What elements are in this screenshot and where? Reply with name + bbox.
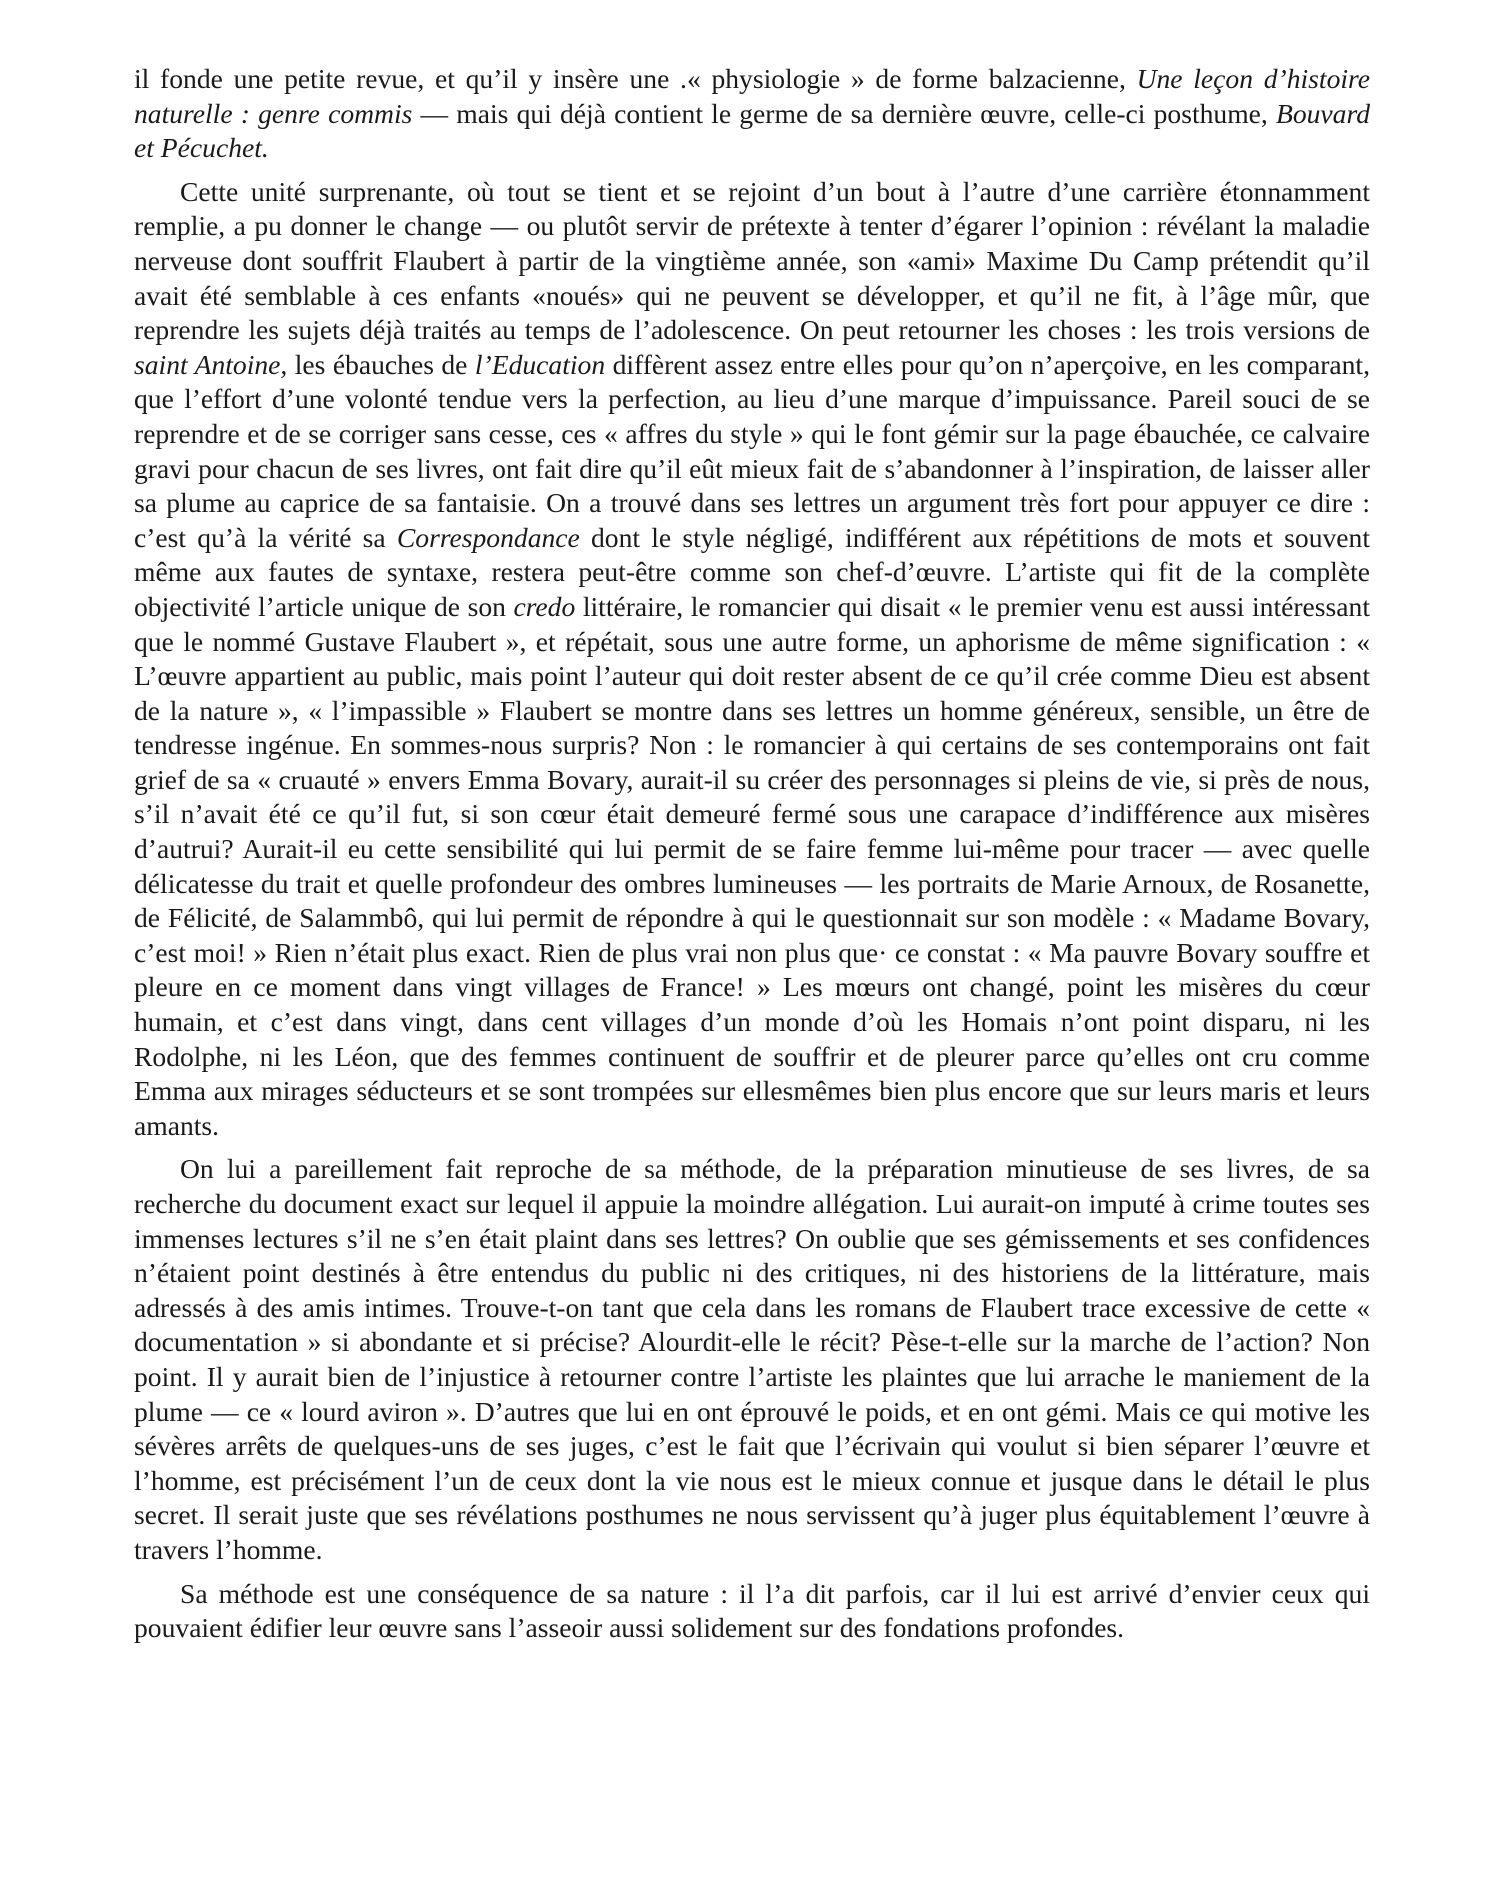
p2-text-3: diffèrent assez entre elles pour qu’on n’aperçoive, en les comparant, que l’effort d’une volonté tendue vers la perfection, au lieu d’une marque d’impuissance. Pareil souci de se reprendre et de se corriger sans cesse, ces « affres du style » qui le font gémir sur la page ébauchée, ce calvaire gravi pour chacun de ses livres, ont fait dire qu’il eût mieux fait de s’abandonner à l’inspiration, de laisser aller sa plume au caprice de sa fantaisie. On a trouvé dans ses lettres un argument très fort pour appuyer ce dire : c’est qu’à la vérité sa xyxy=(134,348,1370,553)
p1-title-lecon: Une leçon d’histoire naturelle : genre commis xyxy=(134,63,1370,129)
paragraph-3 xyxy=(134,1152,1370,1567)
p2-text-5: littéraire, le romancier qui disait « le premier venu est aussi intéressant que le nommé Gustave Flaubert », et répétait, sous une autre forme, un aphorisme de même signification : « L’œuvre appartient au public, mais point l’auteur qui doit rester absent de ce qu’il crée comme Dieu est absent de la nature », « l’impassible » Flaubert se montre dans ses lettres un homme généreux, sensible, un être de tendresse ingénue. En sommes-nous surpris? Non : le romancier à qui certains de ses contemporains ont fait grief de sa « cruauté » envers Emma Bovary, aurait-il su créer des personnages si pleins de vie, si près de nous, s’il n’avait été ce qu’il fut, si son cœur était demeuré fermé sous une carapace d’indifférence aux misères d’autrui? Aurait-il eu cette sensibilité qui lui permit de se faire femme lui-même pour tracer — avec quelle délicatesse du trait et quelle profondeur des ombres lumineuses — les portraits de Marie Arnoux, de Rosanette, de Félicité, de Salammbô, qui lui permit de répondre à qui le questionnait sur son modèle : « Madame Bovary, c’est moi! » Rien n’était plus exact. Rien de plus vrai non plus que· ce constat : « Ma pauvre Bovary souffre et pleure en ce moment dans vingt villages de France! » Les mœurs ont changé, point les misères du cœur humain, et c’est dans vingt, dans cent villages d’un monde d’où les Homais n’ont point disparu, ni les Rodolphe, ni les Léon, que des femmes continuent de souffrir et de pleurer parce qu’elles ont cru comme Emma aux mirages séducteurs et se sont trompées sur ellesmêmes bien plus encore que sur leurs maris et leurs amants. xyxy=(134,590,1370,1141)
p2-text-2: les ébauches de xyxy=(287,348,475,380)
p3-text-1: On lui a pareillement fait reproche de sa méthode, de la préparation minutieuse de ses livres, de sa recherche du document exact sur lequel il appuie la moindre allégation. Lui aurait-on imputé à crime toutes ses immenses lectures s’il ne s’en était plaint dans ses lettres? On oublie que ses gémissements et ses confidences n’étaient point destinés à être entendus du public ni des critiques, ni des historiens de la littérature, mais adressés à des amis intimes. Trouve-t-on tant que cela dans les romans de Flaubert trace excessive de cette « documentation » si abondante et si précise? Alourdit-elle le récit? Pèse-t-elle sur la marche de l’action? Non point. Il y aurait bien de l’injustice à retourner contre l’artiste les plaintes que lui arrache le maniement de la plume — ce « lourd aviron ». D’autres que lui en ont éprouvé le poids, et en ont gémi. Mais ce qui motive les sévères arrêts de quelques-uns de ses juges, c’est le fait que l’écrivain qui voulut si bien séparer l’œuvre et l’homme, est précisément l’un de ceux dont la vie nous est le mieux connue et jusque dans le détail le plus secret. Il serait juste que ses révélations posthumes ne nous servissent qu’à juger plus équitablement l’œuvre à travers l’homme. xyxy=(134,1153,1370,1565)
p2-word-credo: credo xyxy=(513,590,576,622)
p4-text-1: Sa méthode est une conséquence de sa nature : il l’a dit parfois, car il lui est arrivé d’envier ceux qui pouvaient édifier leur œuvre sans l’asseoir aussi solidement sur des fondations profondes. xyxy=(134,1577,1370,1644)
p2-title-education: l’Education xyxy=(474,348,606,380)
paragraph-1 xyxy=(134,62,1370,166)
p2-text-4: dont le style négligé, indifférent aux répétitions de mots et souvent même aux fautes de syntaxe, restera peut-être comme son chef-d’œuvre. L’artiste qui fit de la complète objectivité l’article unique de son xyxy=(134,521,1371,622)
p1-text-1: il fonde une petite revue, et qu’il y insère une .« physiologie » de forme balzacienne, xyxy=(134,63,1137,94)
document-page xyxy=(134,62,1370,1862)
p1-title-bouvard: Bouvard et Pécuchet. xyxy=(134,97,1370,164)
paragraph-4 xyxy=(134,1577,1370,1646)
p1-text-2: — mais qui déjà contient le germe de sa dernière œuvre, celle-ci posthume, xyxy=(412,97,1276,129)
paragraph-2 xyxy=(134,175,1370,1144)
p2-title-saint-antoine: saint Antoine, xyxy=(134,348,288,380)
p2-title-correspondance: Correspondance xyxy=(396,521,580,553)
p2-text-1: Cette unité surprenante, où tout se tient et se rejoint d’un bout à l’autre d’une carrière étonnamment remplie, a pu donner le change — ou plutôt servir de prétexte à tenter d’égarer l’opinion : révélant la maladie nerveuse dont souffrit Flaubert à partir de la vingtième année, son «ami» Maxime Du Camp prétendit qu’il avait été semblable à ces enfants «noués» qui ne peuvent se développer, et qu’il ne fit, à l’âge mûr, que reprendre les sujets déjà traités au temps de l’adolescence. On peut retourner les choses : les trois versions de xyxy=(134,175,1370,346)
